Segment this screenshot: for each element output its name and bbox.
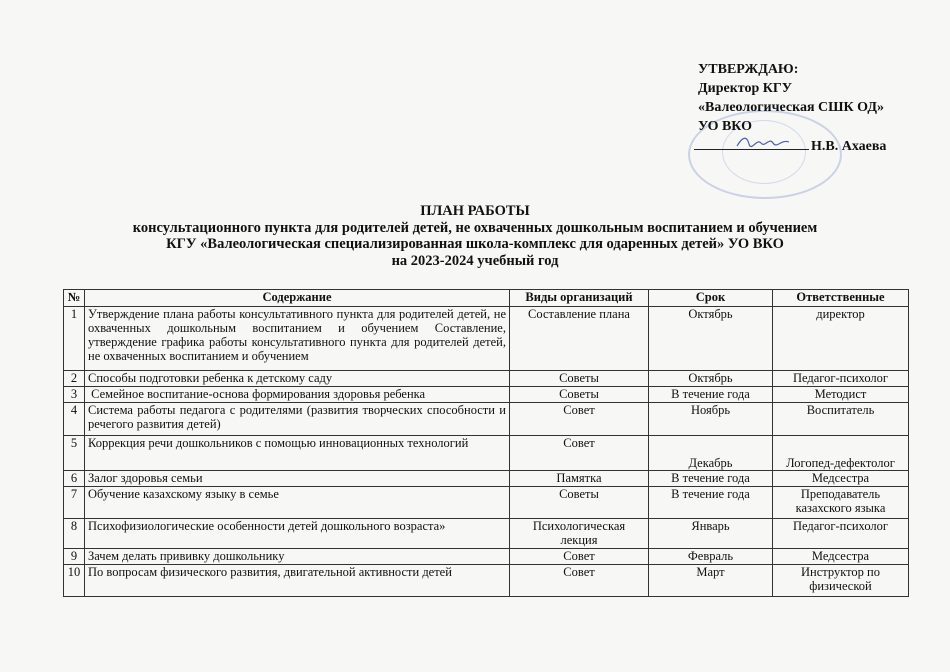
row-type: Психологическая лекция bbox=[510, 519, 649, 549]
row-responsible: Педагог-психолог bbox=[773, 519, 909, 549]
row-responsible: директор bbox=[773, 307, 909, 371]
table-header-row bbox=[64, 290, 909, 307]
row-content: Семейное воспитание-основа формирования здоровья ребенка bbox=[85, 387, 510, 403]
row-content: Способы подготовки ребенка к детскому саду bbox=[85, 371, 510, 387]
row-term: Октябрь bbox=[649, 371, 773, 387]
row-responsible: Медсестра bbox=[773, 549, 909, 565]
row-responsible: Преподаватель казахского языка bbox=[773, 487, 909, 519]
work-plan-table bbox=[63, 289, 909, 597]
row-term: Февраль bbox=[649, 549, 773, 565]
row-number: 10 bbox=[64, 565, 85, 597]
row-type: Совет bbox=[510, 436, 649, 471]
document-title bbox=[0, 203, 950, 269]
row-number: 1 bbox=[64, 307, 85, 371]
row-type: Советы bbox=[510, 387, 649, 403]
title-subject: консультационного пункта для родителей детей, не охваченных дошкольным воспитанием и обучением bbox=[132, 219, 818, 236]
row-number: 7 bbox=[64, 487, 85, 519]
row-term: Декабрь bbox=[649, 436, 773, 471]
row-content: Обучение казахскому языку в семье bbox=[85, 487, 510, 519]
row-term: В течение года bbox=[649, 471, 773, 487]
table-row bbox=[64, 387, 909, 403]
row-type: Советы bbox=[510, 371, 649, 387]
row-content: Коррекция речи дошкольников с помощью инновационных технологий bbox=[85, 436, 510, 471]
row-type: Совет bbox=[510, 565, 649, 597]
approval-organization: «Валеологическая СШК ОД» bbox=[698, 100, 885, 115]
header-responsible: Ответственные bbox=[773, 290, 909, 307]
row-term: Март bbox=[649, 565, 773, 597]
row-content: По вопросам физического развития, двигательной активности детей bbox=[85, 565, 510, 597]
signature-line bbox=[694, 136, 809, 150]
row-content: Зачем делать прививку дошкольнику bbox=[85, 549, 510, 565]
approval-signer: Н.В. Ахаева bbox=[811, 139, 887, 154]
row-term: В течение года bbox=[649, 487, 773, 519]
row-term: В течение года bbox=[649, 387, 773, 403]
title-year: на 2023-2024 учебный год bbox=[391, 252, 559, 269]
table-row bbox=[64, 371, 909, 387]
title-organization: КГУ «Валеологическая специализированная школа-комплекс для одаренных детей» УО ВКО bbox=[166, 236, 784, 252]
row-number: 8 bbox=[64, 519, 85, 549]
row-type: Советы bbox=[510, 487, 649, 519]
row-responsible: Воспитатель bbox=[773, 403, 909, 436]
row-number: 2 bbox=[64, 371, 85, 387]
table-row bbox=[64, 436, 909, 471]
table-row bbox=[64, 471, 909, 487]
header-type: Виды организаций bbox=[510, 290, 649, 307]
row-content: Утверждение плана работы консультативного пункта для родителей детей, не охваченных дошкольным воспитанием и обучением Составление, утверждение графика работы консультативного пункта для родителей детей, не охваченных воспитанием и обучением bbox=[85, 307, 510, 371]
row-term: Ноябрь bbox=[649, 403, 773, 436]
row-content: Система работы педагога с родителями (развития творческих способности и речегого развития детей) bbox=[85, 403, 510, 436]
approval-position: Директор КГУ bbox=[698, 81, 793, 96]
row-content: Залог здоровья семьи bbox=[85, 471, 510, 487]
header-number: № bbox=[64, 290, 85, 307]
row-term: Январь bbox=[649, 519, 773, 549]
row-number: 5 bbox=[64, 436, 85, 471]
row-type: Памятка bbox=[510, 471, 649, 487]
row-responsible: Инструктор по физической bbox=[773, 565, 909, 597]
row-term: Октябрь bbox=[649, 307, 773, 371]
table-row bbox=[64, 565, 909, 597]
row-number: 6 bbox=[64, 471, 85, 487]
row-type: Составление плана bbox=[510, 307, 649, 371]
table-row bbox=[64, 519, 909, 549]
header-content: Содержание bbox=[85, 290, 510, 307]
row-type: Совет bbox=[510, 403, 649, 436]
row-number: 3 bbox=[64, 387, 85, 403]
approval-heading: УТВЕРЖДАЮ: bbox=[698, 62, 799, 77]
row-content: Психофизиологические особенности детей дошкольного возраста» bbox=[85, 519, 510, 549]
row-responsible: Логопед-дефектолог bbox=[773, 436, 909, 471]
approval-department: УО ВКО bbox=[698, 119, 752, 134]
row-responsible: Методист bbox=[773, 387, 909, 403]
table-row bbox=[64, 549, 909, 565]
approval-block bbox=[698, 60, 886, 156]
title-heading: ПЛАН РАБОТЫ bbox=[420, 203, 530, 219]
table-row bbox=[64, 307, 909, 371]
row-responsible: Педагог-психолог bbox=[773, 371, 909, 387]
row-number: 9 bbox=[64, 549, 85, 565]
header-term: Срок bbox=[649, 290, 773, 307]
row-type: Совет bbox=[510, 549, 649, 565]
row-responsible: Медсестра bbox=[773, 471, 909, 487]
row-number: 4 bbox=[64, 403, 85, 436]
table-row bbox=[64, 403, 909, 436]
table-row bbox=[64, 487, 909, 519]
